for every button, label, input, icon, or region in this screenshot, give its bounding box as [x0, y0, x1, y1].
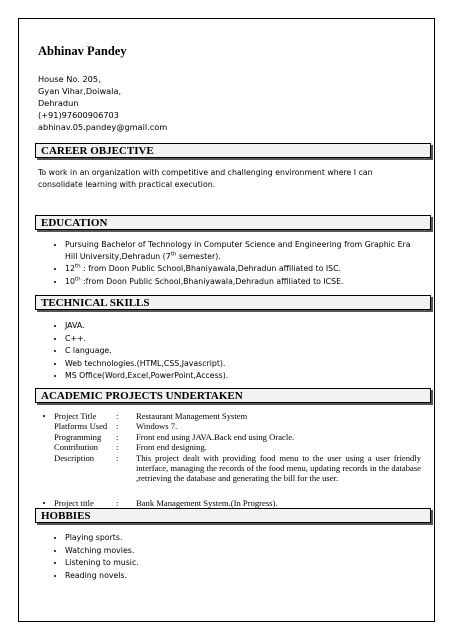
project-contribution-row: Contribution : Front end designing.: [34, 442, 421, 452]
bullet-icon: •: [42, 411, 46, 421]
email-address: abhinav.05.pandey@gmail.com: [38, 122, 168, 132]
project-programming-row: Programming : Front end using JAVA.Back end using Oracle.: [34, 432, 421, 442]
platform-value: Windows 7.: [136, 421, 178, 432]
contribution-label: Contribution: [54, 442, 98, 453]
description-label: Description: [54, 452, 95, 463]
project-bank-management: [34, 498, 421, 508]
project-title-value: Bank Management System.(In Progress).: [136, 498, 278, 508]
hobby-item: • Playing sports.: [65, 532, 425, 544]
programming-value: Front end using JAVA.Back end using Oracle.: [136, 431, 295, 442]
education-item: • 12th : from Doon Public School,Bhaniyawala,Dehradun affiliated to ISC.: [65, 263, 425, 275]
skill-item: • Web technologies.(HTML,CSS,Javascript).: [65, 358, 425, 370]
project-description-row: Description : This project dealt with providing food menu to the user using a user friendly interface, managing the records of the food menu, updating records in the database ,retrieving the database and generating the bill for the user.: [54, 452, 421, 484]
hobby-item: • Listening to music.: [65, 557, 425, 569]
skill-item: • MS Office(Word,Excel,PowerPoint,Access).: [65, 370, 425, 382]
project-title-label: Project title: [54, 498, 94, 508]
project-title-row: • Project Title : Restaurant Management System: [34, 411, 421, 421]
bullet-icon: •: [42, 498, 46, 508]
hobby-item: • Watching movies.: [65, 545, 425, 557]
candidate-name: Abhinav Pandey: [38, 44, 127, 58]
section-heading-hobbies: HOBBIES: [35, 508, 431, 523]
contact-block: [38, 73, 167, 133]
platform-label: Platforms Used: [54, 421, 108, 432]
skill-item: • JAVA.: [65, 320, 425, 332]
technical-skills-list: [38, 320, 425, 383]
address-line-1: House No. 205,: [38, 74, 101, 84]
project-title-label: Project Title: [54, 411, 97, 421]
hobbies-list: [38, 532, 425, 582]
skill-item: • C++.: [65, 333, 425, 345]
section-heading-technical-skills: TECHNICAL SKILLS: [35, 295, 431, 310]
section-heading-career-objective: CAREER OBJECTIVE: [35, 143, 431, 158]
education-list: [38, 239, 425, 288]
description-value: This project dealt with providing food menu to the user using a user friendly interface, managing the records of the food menu, updating records in the database ,retrieving the database and generating the bill for the user.: [136, 452, 421, 484]
career-objective-text: To work in an organization with competitive and challenging environment where I can consolidate learning with practical execution.: [38, 168, 373, 189]
section-heading-education: EDUCATION: [35, 215, 431, 230]
programming-label: Programming: [54, 431, 102, 442]
hobby-item: • Reading novels.: [65, 570, 425, 582]
section-heading-academic-projects: ACADEMIC PROJECTS UNDERTAKEN: [35, 388, 431, 403]
address-line-2: Gyan Vihar,Doiwala,: [38, 86, 122, 96]
phone-number: (+91)97600906703: [38, 110, 119, 120]
education-item: • Pursuing Bachelor of Technology in Computer Science and Engineering from Graphic Era Hill University,Dehradun (7th semester).: [65, 239, 425, 262]
project-platform-row: Platforms Used : Windows 7.: [34, 421, 421, 431]
skill-item: • C language.: [65, 345, 425, 357]
project-restaurant-management: [34, 411, 421, 484]
education-item: • 10th :from Doon Public School,Bhaniyawala,Dehradun affiliated to ICSE.: [65, 276, 425, 288]
address-line-3: Dehradun: [38, 98, 79, 108]
contribution-value: Front end designing.: [136, 442, 207, 453]
project-title-value: Restaurant Management System: [136, 411, 248, 421]
project-title-row: • Project title : Bank Management System.(In Progress).: [34, 498, 421, 508]
